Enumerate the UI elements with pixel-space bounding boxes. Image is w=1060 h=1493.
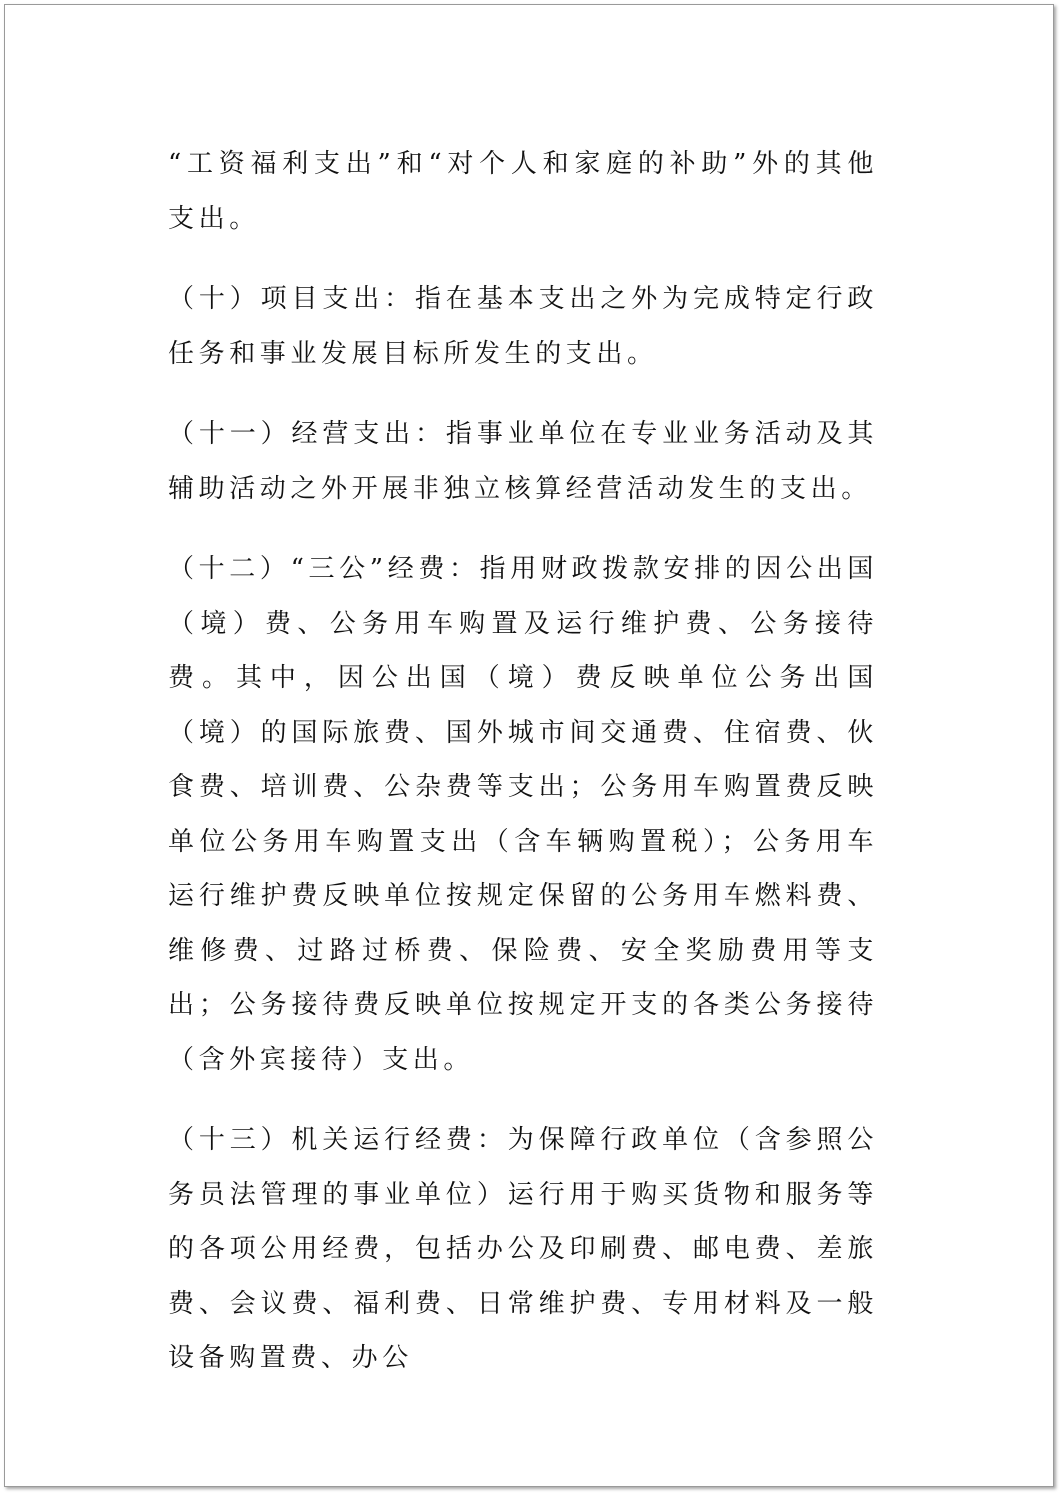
- paragraph-agency-operating-funds: （十三）机关运行经费：为保障行政单位（含参照公务员法管理的事业单位）运行用于购买货物和服务等的各项公用经费，包括办公及印刷费、邮电费、差旅费、会议费、福利费、日常维护费、专用材料及一般设备购置费、办公: [168, 1125, 878, 1373]
- paragraph-operating-expenditure: （十一）经营支出：指事业单位在专业业务活动及其辅助活动之外开展非独立核算经营活动发生的支出。: [168, 419, 878, 504]
- paragraph-continuation: “工资福利支出”和“对个人和家庭的补助”外的其他支出。: [168, 149, 878, 234]
- paragraph-three-public-funds: （十二）“三公”经费：指用财政拨款安排的因公出国（境）费、公务用车购置及运行维护费、公务接待费。其中，因公出国（境）费反映单位公务出国（境）的国际旅费、国外城市间交通费、住宿费、伙食费、培训费、公杂费等支出；公务用车购置费反映单位公务用车购置支出（含车辆购置税）；公务用车运行维护费反映单位按规定保留的公务用车燃料费、维修费、过路过桥费、保险费、安全奖励费用等支出；公务接待费反映单位按规定开支的各类公务接待（含外宾接待）支出。: [168, 554, 878, 1075]
- paragraph-project-expenditure: （十）项目支出：指在基本支出之外为完成特定行政任务和事业发展目标所发生的支出。: [168, 284, 878, 369]
- document-body: [168, 137, 878, 1412]
- document-page: [4, 4, 1054, 1487]
